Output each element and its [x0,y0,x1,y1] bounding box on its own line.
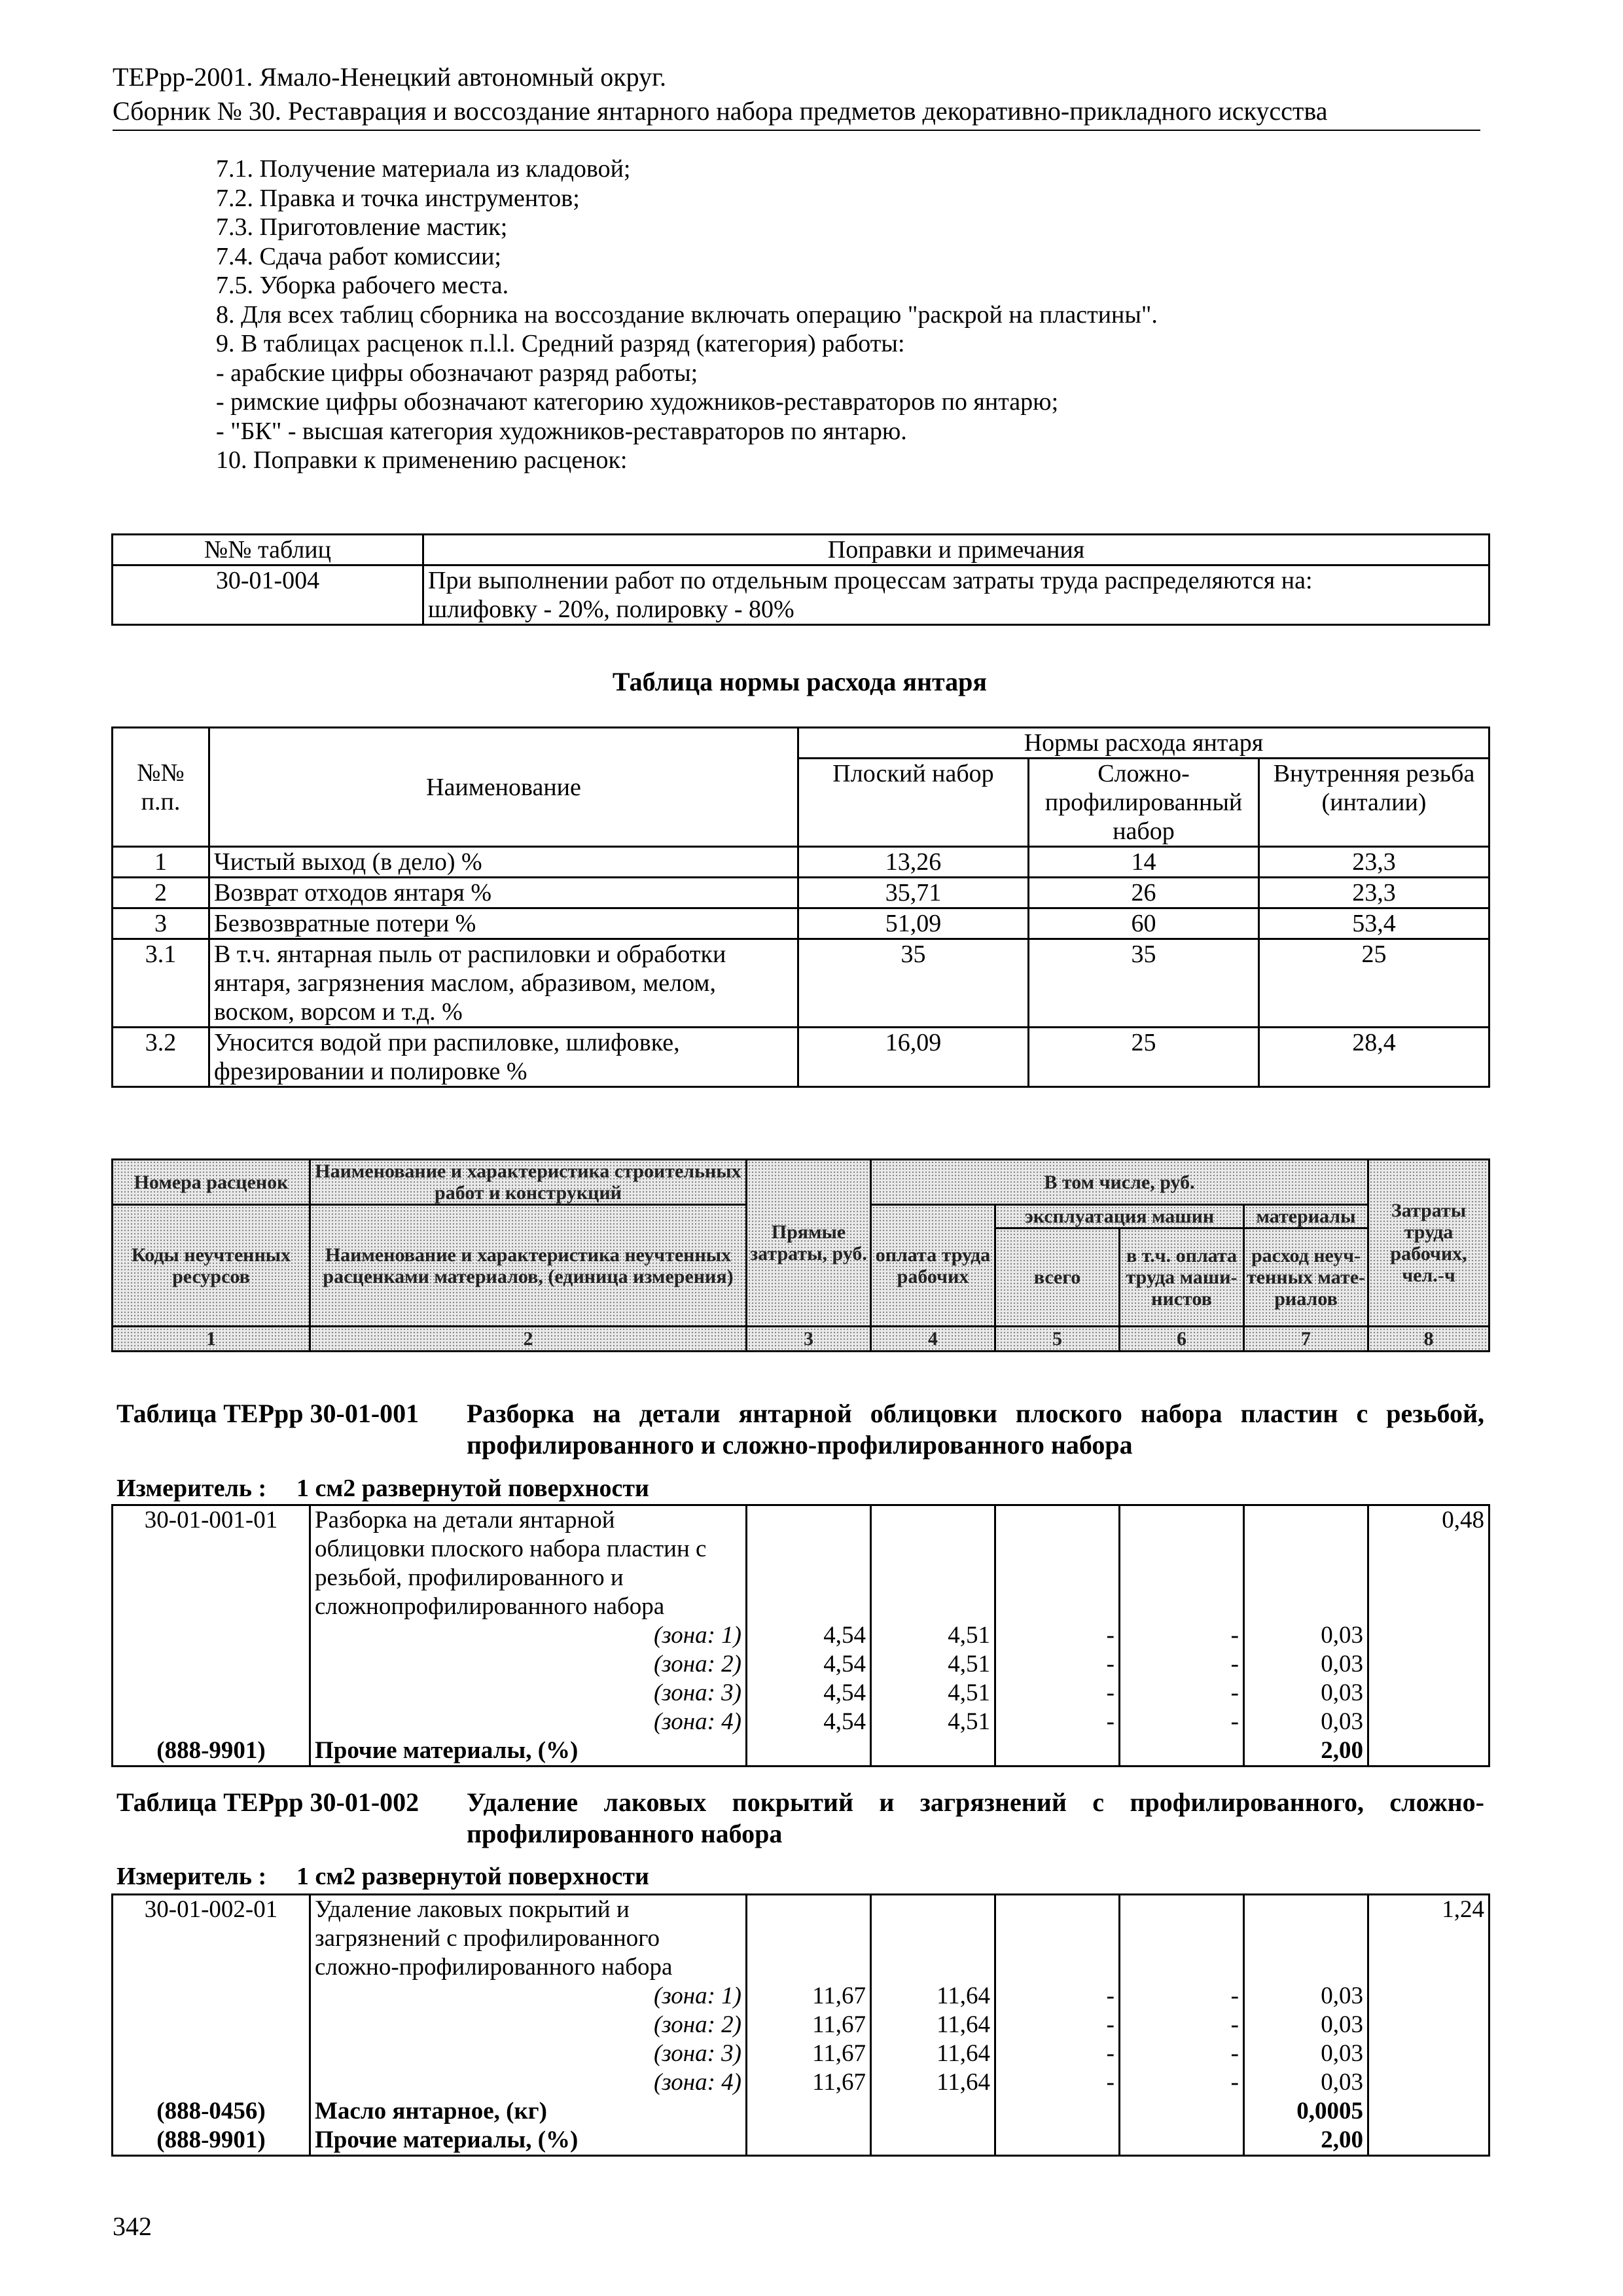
rate-name-line: сложнопрофилированного набора [315,1593,665,1620]
rate-name [310,1895,747,1982]
resource-name: Прочие материалы, (%) [310,2126,747,2156]
machines-total: - [995,1982,1120,2011]
column-number: 4 [871,1327,995,1352]
zone-row [113,1708,1489,1736]
row-name: В т.ч. янтарная пыль от распиловки и обработки янтаря, загрязнения маслом, абразивом, мелом, воском, ворсом и т.д. % [209,939,798,1028]
column-number: 6 [1120,1327,1244,1352]
empty-cell [1368,2068,1489,2097]
zone-label: (зона: 2) [310,1650,747,1679]
wages-cost: 4,51 [871,1650,995,1679]
empty-cell [1368,1679,1489,1708]
column-number: 2 [310,1327,747,1352]
materials-cost: 0,03 [1244,1650,1368,1679]
empty-cell [1120,1505,1244,1622]
zone-label: (зона: 3) [310,1679,747,1708]
column-number: 7 [1244,1327,1368,1352]
column-number: 8 [1368,1327,1489,1352]
meter-label: Измеритель : [116,1475,267,1502]
empty-cell [995,1736,1120,1767]
wages-cost: 11,64 [871,2011,995,2039]
rate-name-line: сложно-профилированного набора [315,1954,673,1981]
direct-cost: 4,54 [747,1679,871,1708]
empty-cell [1368,2126,1489,2156]
resource-name: Прочие материалы, (%) [310,1736,747,1767]
zone-label: (зона: 4) [310,1708,747,1736]
resource-value: 2,00 [1244,1736,1368,1767]
empty-cell [995,1895,1120,1982]
empty-cell [113,1982,310,2011]
empty-cell [747,2097,871,2126]
row-number: 3.2 [113,1028,209,1087]
empty-cell [871,2126,995,2156]
column-header: Затраты труда рабочих, чел.-ч [1368,1160,1489,1327]
column-group-header: Нормы расхода янтаря [798,728,1489,759]
intro-line: - "БК" - высшая категория художников-реставраторов по янтарю. [216,417,907,445]
zone-row [113,2068,1489,2097]
resource-code: (888-9901) [113,1736,310,1767]
table-number: 30-01-004 [113,565,423,625]
note-line: шлифовку - 20%, полировку - 80% [428,596,794,623]
meter-value: 1 см2 развернутой поверхности [296,1475,649,1502]
direct-cost: 11,67 [747,2068,871,2097]
wages-cost: 4,51 [871,1679,995,1708]
empty-cell [113,1708,310,1736]
materials-cost: 0,03 [1244,2068,1368,2097]
column-header: всего [995,1229,1120,1327]
column-number: 1 [113,1327,310,1352]
column-header: №№ таблиц [113,535,423,565]
machinist-wages: - [1120,1679,1244,1708]
column-header: Наименование и характеристика строительных работ и конструкций [310,1160,747,1205]
section-code: Таблица ТЕРрр 30-01-002 [116,1787,419,1817]
intro-line: 7.5. Уборка рабочего места. [216,272,509,299]
cell-value: 51,09 [798,908,1029,939]
column-header: Внутренняя резьба (инталии) [1259,759,1489,847]
machines-total: - [995,1650,1120,1679]
resource-code: (888-9901) [113,2126,310,2156]
corrections-table [111,533,1490,626]
empty-cell [1244,1895,1368,1982]
cell-value: 26 [1029,878,1259,908]
empty-cell [747,1895,871,1982]
column-number: 5 [995,1327,1120,1352]
intro-line: 7.3. Приготовление мастик; [216,213,508,241]
row-number: 3.1 [113,939,209,1028]
rate-name-line: резьбой, профилированного и [315,1564,624,1591]
empty-cell [1120,2097,1244,2126]
table-row [113,847,1489,878]
empty-cell [747,1505,871,1622]
row-number: 1 [113,847,209,878]
materials-cost: 0,03 [1244,1621,1368,1650]
rate-name [310,1505,747,1622]
intro-line: 10. Поправки к применению расценок: [216,446,628,474]
empty-cell [871,1895,995,1982]
zone-label: (зона: 2) [310,2011,747,2039]
page-number: 342 [113,2212,152,2241]
empty-cell [1368,1650,1489,1679]
resource-row [113,1736,1489,1767]
meter-value: 1 см2 развернутой поверхности [296,1863,649,1890]
intro-line: - арабские цифры обозначают разряд работы; [216,359,698,387]
machines-total: - [995,1621,1120,1650]
row-number: 3 [113,908,209,939]
column-header: в т.ч. оплата труда маши-нистов [1120,1229,1244,1327]
empty-cell [1244,1505,1368,1622]
empty-cell [871,2097,995,2126]
cell-value: 35,71 [798,878,1029,908]
table-header-row [113,535,1489,565]
note-line: При выполнении работ по отдельным процессам затраты труда распределяются на: [428,567,1313,594]
materials-cost: 0,03 [1244,2011,1368,2039]
resource-row [113,2097,1489,2126]
zone-row [113,2039,1489,2068]
intro-line: - римские цифры обозначают категорию художников-реставраторов по янтарю; [216,388,1059,416]
norms-table-title: Таблица нормы расхода янтаря [612,667,988,696]
intro-list [216,154,1492,475]
empty-cell [995,2126,1120,2156]
empty-cell [995,1505,1120,1622]
rate-code: 30-01-002-01 [113,1895,310,1982]
column-group-header: материалы [1244,1205,1368,1229]
labor-value: 1,24 [1368,1895,1489,1982]
column-header: Наименование и характеристика неучтенных расценками материалов, (единица измерения) [310,1205,747,1327]
empty-cell [1120,1736,1244,1767]
machinist-wages: - [1120,1621,1244,1650]
rate-name-line: Разборка на детали янтарной [315,1507,615,1534]
correction-note [423,565,1489,625]
zone-row [113,1982,1489,2011]
materials-cost: 0,03 [1244,1708,1368,1736]
meter-line [116,1862,649,1891]
column-group-header: В том числе, руб. [871,1160,1368,1205]
zone-label: (зона: 3) [310,2039,747,2068]
machines-total: - [995,2039,1120,2068]
cell-value: 35 [798,939,1029,1028]
rate-row [113,1895,1489,1982]
direct-cost: 11,67 [747,2039,871,2068]
resource-value: 0,0005 [1244,2097,1368,2126]
column-header: Сложно-профилированный набор [1029,759,1259,847]
intro-line: 7.1. Получение материала из кладовой; [216,155,631,183]
table-row [113,565,1489,625]
zone-row [113,2011,1489,2039]
direct-cost: 4,54 [747,1708,871,1736]
column-header: оплата труда рабочих [871,1205,995,1327]
empty-cell [113,1621,310,1650]
row-name: Чистый выход (в дело) % [209,847,798,878]
column-header: №№ п.п. [113,728,209,847]
rate-table [111,1893,1490,2157]
empty-cell [1368,1708,1489,1736]
machinist-wages: - [1120,1650,1244,1679]
running-header [113,60,1480,128]
column-number: 3 [747,1327,871,1352]
resource-name: Масло янтарное, (кг) [310,2097,747,2126]
direct-cost: 4,54 [747,1621,871,1650]
empty-cell [1368,1736,1489,1767]
zone-row [113,1679,1489,1708]
cell-value: 35 [1029,939,1259,1028]
resource-row [113,2126,1489,2156]
resource-code: (888-0456) [113,2097,310,2126]
table-row [113,908,1489,939]
wages-cost: 4,51 [871,1708,995,1736]
zone-label: (зона: 1) [310,1621,747,1650]
table-header-row [113,728,1489,759]
intro-line: 7.4. Сдача работ комиссии; [216,242,501,270]
empty-cell [747,2126,871,2156]
row-name: Безвозвратные потери % [209,908,798,939]
machines-total: - [995,1679,1120,1708]
table-row [113,939,1489,1028]
table-row [113,1028,1489,1087]
table-row [113,878,1489,908]
intro-line: 9. В таблицах расценок п.l.l. Средний разряд (категория) работы: [216,330,905,357]
rate-name-line: загрязнений с профилированного [315,1925,660,1952]
column-header: Наименование [209,728,798,847]
direct-cost: 4,54 [747,1650,871,1679]
column-header: Прямые затраты, руб. [747,1160,871,1327]
direct-cost: 11,67 [747,1982,871,2011]
rate-name-line: Удаление лаковых покрытий и [315,1896,630,1923]
row-number: 2 [113,878,209,908]
cell-value: 13,26 [798,847,1029,878]
column-header: Номера расценок [113,1160,310,1205]
labor-value: 0,48 [1368,1505,1489,1622]
rate-row [113,1505,1489,1622]
machinist-wages: - [1120,1982,1244,2011]
empty-cell [1368,2011,1489,2039]
cell-value: 14 [1029,847,1259,878]
zone-row [113,1621,1489,1650]
materials-cost: 0,03 [1244,1982,1368,2011]
empty-cell [113,2039,310,2068]
empty-cell [1368,1621,1489,1650]
machinist-wages: - [1120,1708,1244,1736]
column-header: Поправки и примечания [423,535,1489,565]
empty-cell [1368,1982,1489,2011]
empty-cell [1368,2039,1489,2068]
section-title: Разборка на детали янтарной облицовки плоского набора пластин с резьбой, профилированного и сложно-профилированного набора [467,1399,1484,1460]
empty-cell [747,1736,871,1767]
column-header: Коды неучтенных ресурсов [113,1205,310,1327]
empty-cell [1368,2097,1489,2126]
cell-value: 25 [1029,1028,1259,1087]
column-group-header: эксплуатация машин [995,1205,1244,1229]
row-name: Уносится водой при распиловке, шлифовке, фрезировании и полировке % [209,1028,798,1087]
amber-norms-table [111,726,1490,1088]
cell-value: 53,4 [1259,908,1489,939]
cell-value: 60 [1029,908,1259,939]
empty-cell [995,2097,1120,2126]
machinist-wages: - [1120,2039,1244,2068]
rate-name-line: облицовки плоского набора пластин с [315,1535,707,1562]
resource-value: 2,00 [1244,2126,1368,2156]
materials-cost: 0,03 [1244,1679,1368,1708]
materials-cost: 0,03 [1244,2039,1368,2068]
cell-value: 23,3 [1259,847,1489,878]
machines-total: - [995,2011,1120,2039]
row-name: Возврат отходов янтаря % [209,878,798,908]
empty-cell [871,1505,995,1622]
header-row [113,1160,1489,1205]
empty-cell [113,2068,310,2097]
header-number-row [113,1327,1489,1352]
rates-column-header [111,1158,1490,1352]
section-code: Таблица ТЕРрр 30-01-001 [116,1399,419,1428]
cell-value: 25 [1259,939,1489,1028]
wages-cost: 11,64 [871,2068,995,2097]
section-title: Удаление лаковых покрытий и загрязнений с профилированного, сложно-профилированного набора [467,1787,1484,1848]
intro-line: 8. Для всех таблиц сборника на воссоздание включать операцию "раскрой на пластины". [216,300,1158,329]
empty-cell [113,2011,310,2039]
header-rule [113,130,1480,131]
intro-line: 7.2. Правка и точка инструментов; [216,184,580,212]
cell-value: 16,09 [798,1028,1029,1087]
cell-value: 28,4 [1259,1028,1489,1087]
column-header: Плоский набор [798,759,1029,847]
machines-total: - [995,2068,1120,2097]
wages-cost: 11,64 [871,1982,995,2011]
zone-label: (зона: 4) [310,2068,747,2097]
wages-cost: 11,64 [871,2039,995,2068]
empty-cell [113,1679,310,1708]
column-header: расход неуч-тенных мате-риалов [1244,1229,1368,1327]
rate-table [111,1504,1490,1767]
machines-total: - [995,1708,1120,1736]
machinist-wages: - [1120,2068,1244,2097]
rate-code: 30-01-001-01 [113,1505,310,1622]
empty-cell [1120,1895,1244,1982]
zone-label: (зона: 1) [310,1982,747,2011]
direct-cost: 11,67 [747,2011,871,2039]
empty-cell [1120,2126,1244,2156]
meter-line [116,1474,649,1503]
wages-cost: 4,51 [871,1621,995,1650]
zone-row [113,1650,1489,1679]
empty-cell [113,1650,310,1679]
machinist-wages: - [1120,2011,1244,2039]
header-line-2: Сборник № 30. Реставрация и воссоздание янтарного набора предметов декоративно-прикладного искусства [113,96,1328,126]
cell-value: 23,3 [1259,878,1489,908]
empty-cell [871,1736,995,1767]
meter-label: Измеритель : [116,1863,267,1890]
header-line-1: ТЕРрр-2001. Ямало-Ненецкий автономный округ. [113,62,667,92]
